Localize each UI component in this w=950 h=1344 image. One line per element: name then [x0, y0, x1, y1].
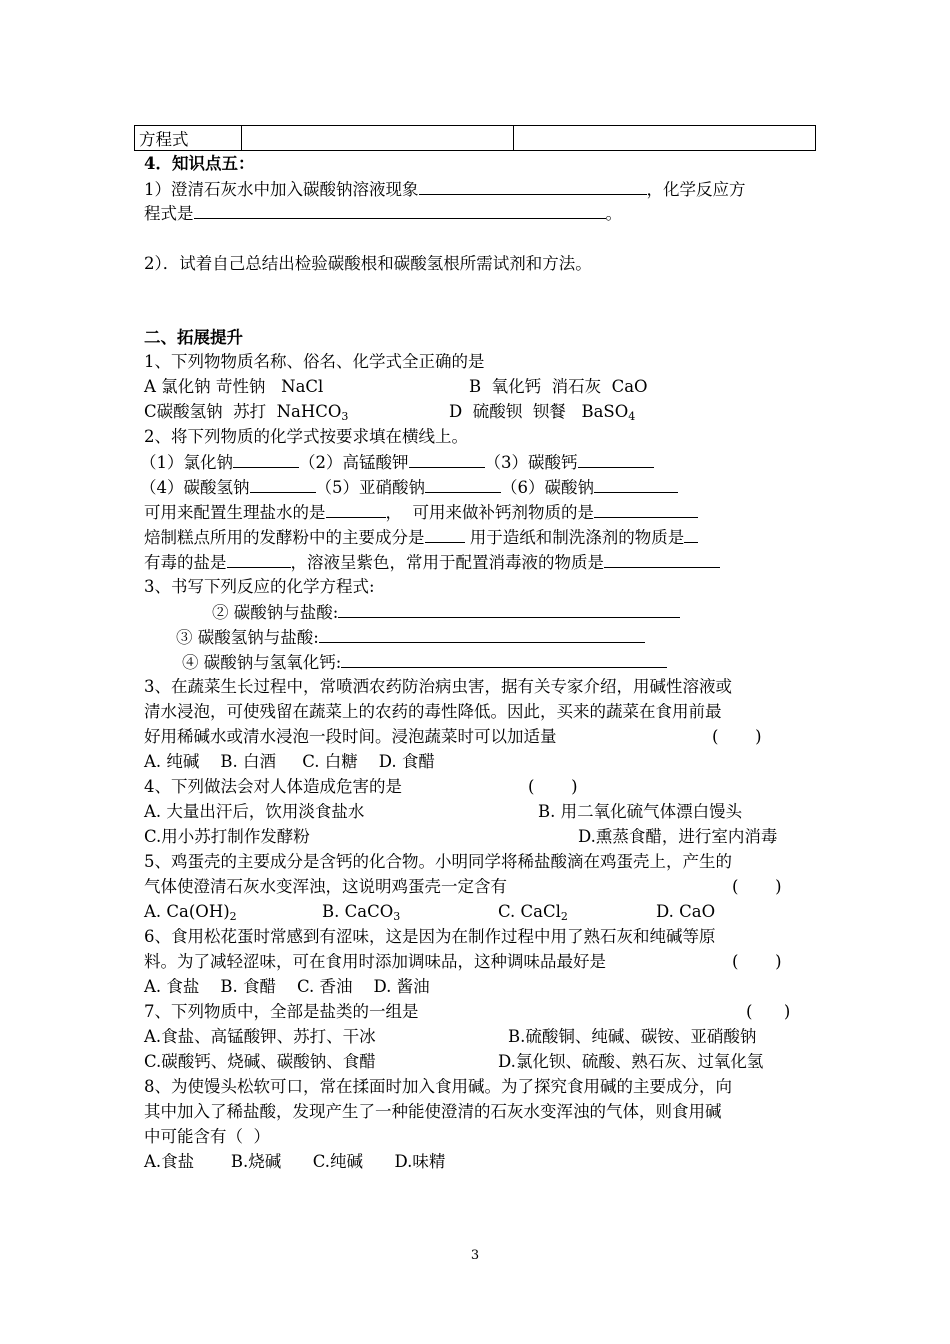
q3b-line2: 清水浸泡，可使残留在蔬菜上的农药的毒性降低。因此，买来的蔬菜在食用前最 [144, 702, 722, 721]
answer-blank[interactable] [684, 525, 698, 543]
answer-blank[interactable] [341, 650, 667, 668]
q5-option-c: C. CaCl$_2$ [498, 902, 568, 923]
q1-option-b: B 氧化钙 消石灰 CaO [469, 377, 648, 396]
q4-stem: 4、下列做法会对人体造成危害的是 [144, 777, 402, 796]
answer-blank[interactable] [409, 450, 485, 468]
q7-option-a: A.食盐、高锰酸钾、苏打、干冰 [144, 1027, 376, 1046]
answer-blank[interactable] [227, 550, 291, 568]
q3b-line1: 3、在蔬菜生长过程中，常喷洒农药防治病虫害，据有关专家介绍，用碱性溶液或 [144, 677, 732, 696]
q8-line2: 其中加入了稀盐酸，发现产生了一种能使澄清的石灰水变浑浊的气体，则食用碱 [144, 1102, 722, 1121]
q3b-line3: 好用稀碱水或清水浸泡一段时间。浸泡蔬菜时可以加适量 [144, 727, 557, 746]
q2-line2: 焙制糕点所用的发酵粉中的主要成分是 用于造纸和制洗涤剂的物质是 [144, 525, 698, 549]
q3-item2: ② 碳酸钠与盐酸: [212, 600, 680, 624]
q4-option-a: A. 大量出汗后，饮用淡食盐水 [144, 802, 365, 821]
q5-option-d: D. CaO [656, 902, 716, 921]
q6-line1: 6、食用松花蛋时常感到有涩味，这是因为在制作过程中用了熟石灰和纯碱等原 [144, 927, 716, 946]
q8-options: A.食盐 B.烧碱 C.纯碱 D.味精 [144, 1152, 446, 1171]
table-cell-empty[interactable] [242, 126, 514, 151]
answer-paren[interactable]: ( ) [528, 777, 578, 796]
answer-blank[interactable] [578, 450, 654, 468]
answer-blank[interactable] [194, 201, 606, 219]
answer-blank[interactable] [425, 475, 501, 493]
answer-blank[interactable] [425, 525, 465, 543]
table-row [135, 126, 816, 151]
table-row-label: 方程式 [135, 126, 242, 151]
page-number: 3 [470, 1248, 480, 1263]
k5-q2: 2）．试着自己总结出检验碳酸根和碳酸氢根所需试剂和方法。 [144, 254, 592, 273]
q5-option-b: B. CaCO$_3$ [322, 902, 401, 923]
q4-option-c: C.用小苏打制作发酵粉 [144, 827, 310, 846]
q2-line3: 有毒的盐是 ，溶液呈紫色，常用于配置消毒液的物质是 [144, 550, 720, 574]
answer-blank[interactable] [250, 475, 316, 493]
q2-stem: 2、将下列物质的化学式按要求填在横线上。 [144, 427, 468, 446]
answer-blank[interactable] [419, 177, 647, 195]
q1-option-a: A 氯化钠 苛性钠 NaCl [144, 377, 324, 396]
q7-stem: 7、下列物质中，全部是盐类的一组是 [144, 1002, 419, 1021]
q5-line1: 5、鸡蛋壳的主要成分是含钙的化合物。小明同学将稀盐酸滴在鸡蛋壳上，产生的 [144, 852, 732, 871]
answer-blank[interactable] [326, 500, 386, 518]
q1-option-d: D 硫酸钡 钡餐 BaSO$_4$ [449, 402, 636, 423]
answer-blank[interactable] [594, 500, 698, 518]
q6-options: A. 食盐 B. 食醋 C. 香油 D. 酱油 [144, 977, 430, 996]
q2-row2: （4）碳酸氢钠 （5）亚硝酸钠 （6）碳酸钠 [140, 475, 678, 499]
answer-paren[interactable]: ( ) [732, 877, 782, 896]
equation-table [134, 125, 816, 151]
answer-blank[interactable] [233, 450, 299, 468]
k5-q1-line1: 1）澄清石灰水中加入碳酸钠溶液现象 ，化学反应方 [144, 177, 746, 201]
q1-option-c: C碳酸氢钠 苏打 NaHCO$_3$ [144, 402, 349, 423]
q8-line1: 8、为使馒头松软可口，常在揉面时加入食用碱。为了探究食用碱的主要成分，向 [144, 1077, 732, 1096]
q2-row1: （1）氯化钠 （2）高锰酸钾 （3）碳酸钙 [140, 450, 654, 474]
q7-option-b: B.硫酸铜、纯碱、碳铵、亚硝酸钠 [508, 1027, 757, 1046]
q3-item4: ④ 碳酸钠与氢氧化钙: [182, 650, 667, 674]
answer-paren[interactable]: ( ) [746, 1002, 791, 1021]
q2-line1: 可用来配置生理盐水的是 ， 可用来做补钙剂物质的是 [144, 500, 698, 524]
answer-paren[interactable]: ( ) [732, 952, 782, 971]
q5-option-a: A. $Ca(OH)_2$ [144, 902, 237, 923]
q8-line3: 中可能含有（ ） [144, 1127, 270, 1146]
q3b-options: A. 纯碱 B. 白酒 C. 白糖 D. 食醋 [144, 752, 435, 771]
answer-blank[interactable] [604, 550, 720, 568]
section2-title: 二、拓展提升 [144, 328, 243, 347]
q7-option-d: D.氯化钡、硫酸、熟石灰、过氧化氢 [498, 1052, 764, 1071]
answer-blank[interactable] [319, 625, 645, 643]
q4-option-d: D.熏蒸食醋，进行室内消毒 [578, 827, 778, 846]
q6-line2: 料。为了减轻涩味，可在食用时添加调味品，这种调味品最好是 [144, 952, 606, 971]
q3-stem: 3、书写下列反应的化学方程式: [144, 577, 375, 596]
q4-option-b: B. 用二氧化硫气体漂白馒头 [538, 802, 743, 821]
k5-title: 4．知识点五： [144, 154, 255, 173]
q7-option-c: C.碳酸钙、烧碱、碳酸钠、食醋 [144, 1052, 376, 1071]
answer-blank[interactable] [338, 600, 680, 618]
table-cell-empty[interactable] [514, 126, 816, 151]
q3-item3: ③ 碳酸氢钠与盐酸: [176, 625, 645, 649]
q1-stem: 1、下列物物质名称、俗名、化学式全正确的是 [144, 352, 485, 371]
k5-q1-line2: 程式是 。 [144, 201, 622, 225]
answer-paren[interactable]: ( ) [712, 727, 762, 746]
answer-blank[interactable] [594, 475, 678, 493]
q5-line2: 气体使澄清石灰水变浑浊，这说明鸡蛋壳一定含有 [144, 877, 507, 896]
